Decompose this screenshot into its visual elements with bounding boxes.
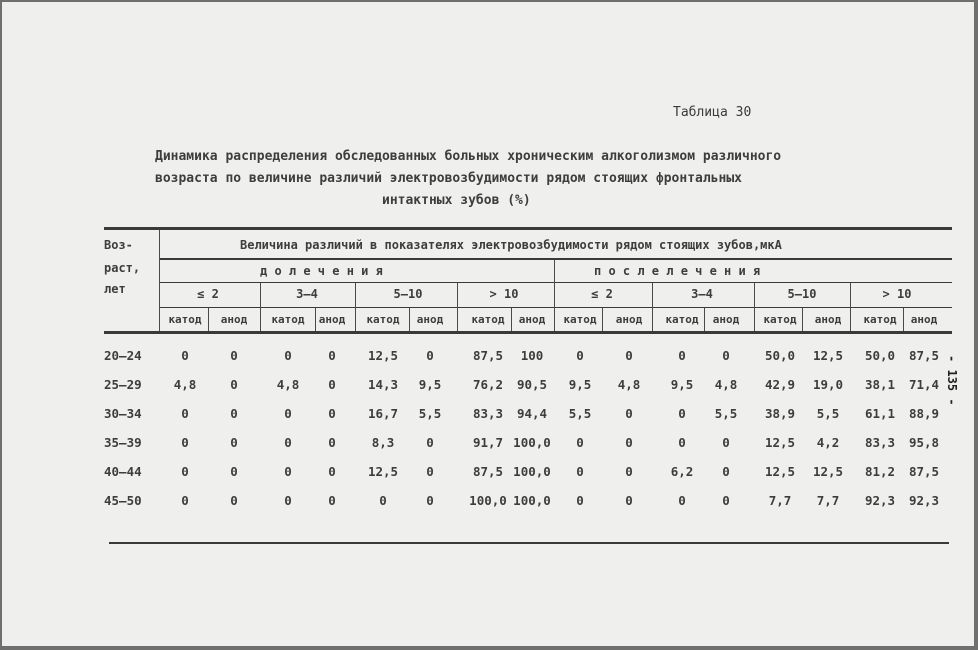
table-cell: 61,1 [864,406,896,421]
group-before-treatment: д о л е ч е н и я [260,264,383,278]
table-cell: 5,5 [418,406,442,421]
subcolumn-header: анод [910,313,938,326]
range-divider [754,283,755,331]
table-cell: 0 [181,348,189,363]
table-cell: 100,0 [513,435,551,450]
range-divider [260,283,261,331]
subcolumn-header: анод [712,313,740,326]
table-cell: 0 [181,406,189,421]
table-cell: 0 [328,435,336,450]
table-cell: 76,2 [472,377,504,392]
table-cell: 0 [678,435,686,450]
subcolumn-header: анод [615,313,643,326]
row-age: 40–44 [104,464,142,479]
subcolumn-header: катод [665,313,699,326]
table-cell: 12,5 [764,435,796,450]
table-cell: 90,5 [516,377,548,392]
table-cell: 0 [426,348,434,363]
table-cell: 0 [181,464,189,479]
row-age: 25–29 [104,377,142,392]
table-cell: 87,5 [908,348,940,363]
table-cell: 0 [625,464,633,479]
table-cell: 81,2 [864,464,896,479]
age-header-line-1: Воз- [104,238,133,252]
range-divider [457,283,458,331]
subcolumn-header: анод [518,313,546,326]
header-bottom-rule [104,331,952,334]
table-cell: 91,7 [472,435,504,450]
table-cell: 38,9 [764,406,796,421]
table-cell: 0 [284,493,292,508]
header-rule-3 [160,307,952,308]
range-header: > 10 [882,287,912,301]
range-header: 5–10 [787,287,817,301]
subcolumn-divider [511,308,512,331]
table-cell: 0 [722,493,730,508]
table-cell: 100,0 [513,464,551,479]
range-divider [652,283,653,331]
table-cell: 0 [328,493,336,508]
table-title-line-3: интактных зубов (%) [382,193,531,208]
table-cell: 42,9 [764,377,796,392]
row-age: 35–39 [104,435,142,450]
table-cell: 0 [722,348,730,363]
header-rule-2 [160,282,952,283]
table-cell: 4,8 [173,377,197,392]
page-number: - 135 - [945,355,959,406]
table-title-line-1: Динамика распределения обследованных больных хроническим алкоголизмом различного [155,149,782,164]
subcolumn-divider [315,308,316,331]
range-divider [355,283,356,331]
table-cell: 12,5 [764,464,796,479]
table-cell: 0 [678,493,686,508]
age-header-line-3: лет [104,282,126,296]
table-cell: 0 [181,493,189,508]
table-cell: 0 [284,464,292,479]
row-age: 45–50 [104,493,142,508]
table-title-line-2: возраста по величине различий электровозбудимости рядом стоящих фронтальных [155,171,742,186]
table-cell: 0 [625,493,633,508]
table-cell: 0 [625,406,633,421]
table-cell: 83,3 [864,435,896,450]
age-column-divider [159,230,160,331]
table-cell: 0 [328,377,336,392]
table-cell: 4,8 [276,377,300,392]
table-cell: 4,8 [617,377,641,392]
table-cell: 0 [576,464,584,479]
table-cell: 0 [426,493,434,508]
table-cell: 83,3 [472,406,504,421]
table-cell: 0 [230,348,238,363]
row-age: 30–34 [104,406,142,421]
table-cell: 14,3 [367,377,399,392]
subcolumn-divider [208,308,209,331]
table-cell: 0 [284,435,292,450]
table-cell: 92,3 [908,493,940,508]
table-cell: 0 [284,348,292,363]
table-cell: 0 [328,464,336,479]
table-cell: 4,2 [816,435,840,450]
table-cell: 50,0 [764,348,796,363]
table-cell: 87,5 [472,348,504,363]
range-header: 3–4 [691,287,713,301]
range-divider [850,283,851,331]
table-cell: 0 [230,464,238,479]
subcolumn-header: катод [168,313,202,326]
table-cell: 0 [722,464,730,479]
table-cell: 0 [576,493,584,508]
table-cell: 12,5 [367,464,399,479]
subcolumn-divider [802,308,803,331]
table-cell: 8,3 [371,435,395,450]
table-cell: 0 [678,406,686,421]
row-age: 20–24 [104,348,142,363]
table-cell: 4,8 [714,377,738,392]
table-cell: 92,3 [864,493,896,508]
subcolumn-header: катод [471,313,505,326]
range-header: 3–4 [296,287,318,301]
table-cell: 0 [576,435,584,450]
table-cell: 12,5 [367,348,399,363]
table-cell: 0 [722,435,730,450]
table-cell: 12,5 [812,464,844,479]
table-cell: 0 [230,435,238,450]
table-cell: 95,8 [908,435,940,450]
subcolumn-header: катод [763,313,797,326]
range-header: > 10 [489,287,519,301]
table-cell: 5,5 [568,406,592,421]
table-cell: 9,5 [418,377,442,392]
table-cell: 9,5 [568,377,592,392]
subcolumn-header: анод [220,313,248,326]
subcolumn-divider [704,308,705,331]
subcolumn-header: анод [814,313,842,326]
table-cell: 7,7 [768,493,792,508]
main-header: Величина различий в показателях электровозбудимости рядом стоящих зубов,мкА [240,238,782,252]
table-cell: 0 [576,348,584,363]
range-header: ≤ 2 [591,287,613,301]
table-cell: 9,5 [670,377,694,392]
document-page [2,2,974,646]
table-cell: 5,5 [816,406,840,421]
table-top-rule [104,227,952,230]
age-header-line-2: раст, [104,261,141,275]
table-cell: 0 [426,464,434,479]
table-cell: 0 [230,406,238,421]
table-cell: 100,0 [513,493,551,508]
table-cell: 100,0 [469,493,507,508]
table-cell: 100 [520,348,544,363]
range-header: ≤ 2 [197,287,219,301]
header-rule-1 [160,258,952,260]
table-cell: 6,2 [670,464,694,479]
subcolumn-divider [903,308,904,331]
subcolumn-header: анод [318,313,346,326]
group-after-treatment: п о с л е л е ч е н и я [594,264,761,278]
table-cell: 0 [328,406,336,421]
subcolumn-header: катод [563,313,597,326]
group-divider [554,260,555,331]
subcolumn-header: катод [863,313,897,326]
table-cell: 19,0 [812,377,844,392]
table-bottom-rule [109,542,949,544]
subcolumn-header: катод [271,313,305,326]
table-cell: 87,5 [908,464,940,479]
table-cell: 0 [230,493,238,508]
table-cell: 0 [230,377,238,392]
table-cell: 0 [678,348,686,363]
table-cell: 7,7 [816,493,840,508]
table-cell: 0 [284,406,292,421]
table-cell: 50,0 [864,348,896,363]
table-cell: 71,4 [908,377,940,392]
table-cell: 0 [328,348,336,363]
table-cell: 5,5 [714,406,738,421]
subcolumn-header: анод [416,313,444,326]
subcolumn-divider [409,308,410,331]
range-header: 5–10 [393,287,423,301]
subcolumn-header: катод [366,313,400,326]
table-cell: 0 [426,435,434,450]
table-cell: 16,7 [367,406,399,421]
table-cell: 0 [181,435,189,450]
table-cell: 12,5 [812,348,844,363]
subcolumn-divider [602,308,603,331]
table-cell: 94,4 [516,406,548,421]
table-cell: 88,9 [908,406,940,421]
table-cell: 87,5 [472,464,504,479]
table-cell: 38,1 [864,377,896,392]
table-cell: 0 [379,493,387,508]
table-cell: 0 [625,435,633,450]
table-number: Таблица 30 [673,105,752,120]
table-cell: 0 [625,348,633,363]
